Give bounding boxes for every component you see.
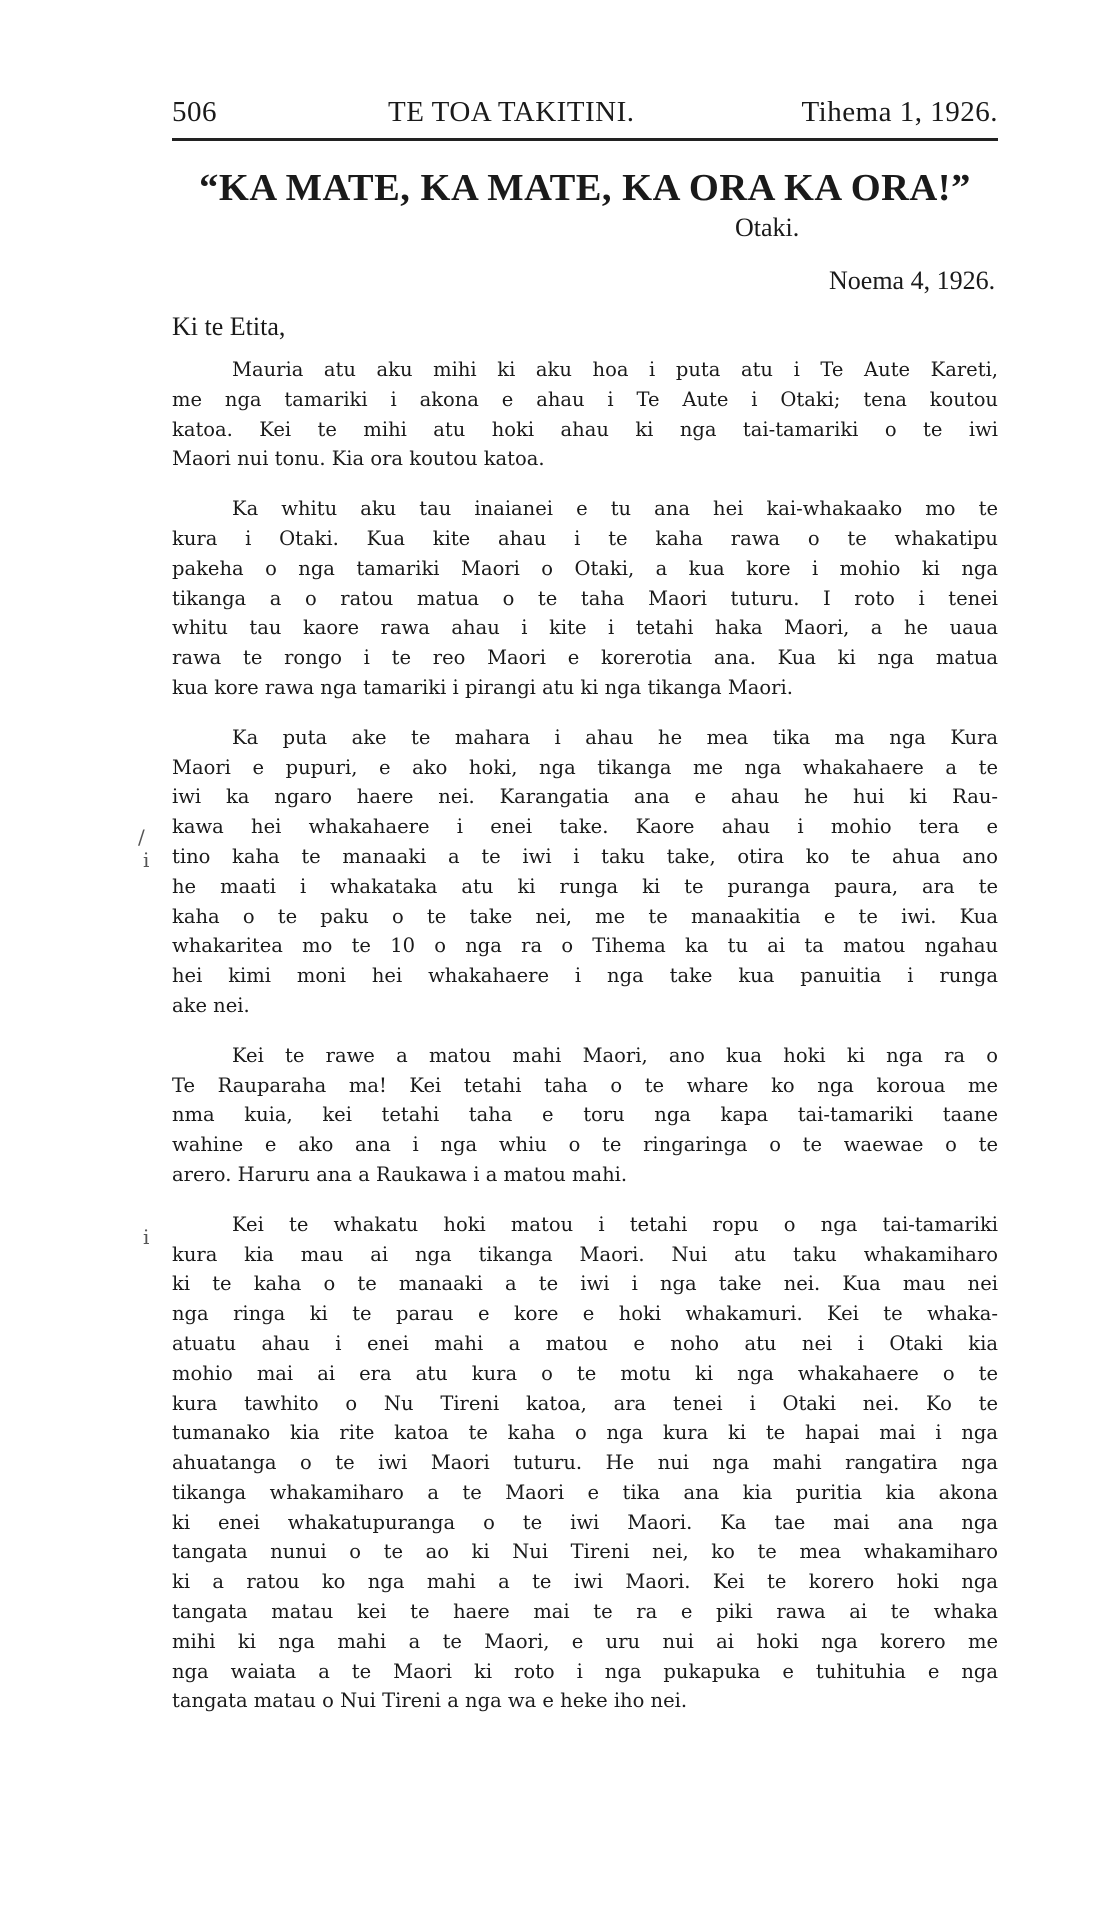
text-line: nga ringa ki te parau e kore e hoki whakamuri. Kei te whaka- — [172, 1302, 998, 1326]
text-line: kawa hei whakahaere i enei take. Kaore ahau i mohio tera e — [172, 815, 998, 839]
text-line: pakeha o nga tamariki Maori o Otaki, a kua kore i mohio ki nga — [172, 556, 998, 580]
text-line: Ka whitu aku tau inaianei e tu ana hei kai-whakaako mo te — [232, 497, 998, 521]
text-line: kura i Otaki. Kua kite ahau i te kaha rawa o te whakatipu — [172, 526, 998, 550]
margin-mark: i — [143, 848, 150, 872]
text-line: nma kuia, kei tetahi taha e toru nga kapa tai-tamariki taane — [172, 1103, 998, 1127]
margin-mark: / — [138, 825, 145, 849]
text-line: hei kimi moni hei whakahaere i nga take kua panuitia i runga — [172, 964, 998, 988]
text-line: Kei te rawe a matou mahi Maori, ano kua hoki ki nga ra o — [232, 1043, 998, 1067]
text-line: ki enei whakatupuranga o te iwi Maori. Ka tae mai ana nga — [172, 1510, 998, 1534]
letter-body — [172, 355, 998, 1736]
salutation: Ki te Etita, — [172, 312, 286, 341]
text-line: me nga tamariki i akona e ahau i Te Aute i Otaki; tena koutou — [172, 387, 998, 411]
text-line: kura tawhito o Nu Tireni katoa, ara tenei i Otaki nei. Ko te — [172, 1391, 998, 1415]
paragraph — [172, 723, 998, 1021]
text-line: Maori e pupuri, e ako hoki, nga tikanga me nga whakahaere a te — [172, 755, 998, 779]
text-line: kura kia mau ai nga tikanga Maori. Nui atu taku whakamiharo — [172, 1242, 998, 1266]
text-line: Maori nui tonu. Kia ora koutou katoa. — [172, 447, 545, 471]
text-line: katoa. Kei te mihi atu hoki ahau ki nga tai-tamariki o te iwi — [172, 417, 998, 441]
text-line: arero. Haruru ana a Raukawa i a matou mahi. — [172, 1162, 628, 1186]
letter-place: Otaki. — [735, 213, 800, 242]
text-line: tikanga whakamiharo a te Maori e tika ana kia puritia kia akona — [172, 1480, 998, 1504]
text-line: atuatu ahau i enei mahi a matou e noho atu nei i Otaki kia — [172, 1331, 998, 1355]
header-rule — [172, 138, 998, 141]
text-line: tangata nunui o te ao ki Nui Tireni nei, ko te mea whakamiharo — [172, 1540, 998, 1564]
paragraph — [172, 494, 998, 703]
paragraph — [172, 1041, 998, 1190]
text-line: kua kore rawa nga tamariki i pirangi atu ki nga tikanga Maori. — [172, 675, 793, 699]
text-line: ki te kaha o te manaaki a te iwi i nga take nei. Kua mau nei — [172, 1272, 998, 1296]
text-line: tikanga a o ratou matua o te taha Maori tuturu. I roto i tenei — [172, 586, 998, 610]
text-line: tangata matau kei te haere mai te ra e piki rawa ai te whaka — [172, 1600, 998, 1624]
page-number: 506 — [172, 96, 217, 128]
paragraph — [172, 1210, 998, 1717]
text-line: Kei te whakatu hoki matou i tetahi ropu o nga tai-tamariki — [232, 1212, 998, 1236]
text-line: mihi ki nga mahi a te Maori, e uru nui ai hoki nga korero me — [172, 1629, 998, 1653]
paragraph — [172, 355, 998, 474]
issue-date: Tihema 1, 1926. — [801, 96, 998, 128]
text-line: ahuatanga o te iwi Maori tuturu. He nui nga mahi rangatira nga — [172, 1451, 998, 1475]
text-line: iwi ka ngaro haere nei. Karangatia ana e ahau he hui ki Rau- — [172, 785, 998, 809]
text-line: he maati i whakataka atu ki runga ki te puranga paura, ara te — [172, 874, 998, 898]
text-line: tino kaha te manaaki a te iwi i taku take, otira ko te ahua ano — [172, 844, 998, 868]
letter-date: Noema 4, 1926. — [829, 266, 996, 295]
text-line: whitu tau kaore rawa ahau i kite i tetahi haka Maori, a he uaua — [172, 616, 998, 640]
text-line: tumanako kia rite katoa te kaha o nga kura ki te hapai mai i nga — [172, 1421, 998, 1445]
text-line: Mauria atu aku mihi ki aku hoa i puta atu i Te Aute Kareti, — [232, 358, 998, 381]
text-line: Te Rauparaha ma! Kei tetahi taha o te whare ko nga koroua me — [172, 1073, 998, 1097]
text-line: nga waiata a te Maori ki roto i nga pukapuka e tuhituhia e nga — [172, 1659, 998, 1683]
text-line: tangata matau o Nui Tireni a nga wa e heke iho nei. — [172, 1689, 688, 1713]
margin-mark: i — [143, 1225, 150, 1249]
text-line: ake nei. — [172, 993, 250, 1017]
text-line: Ka puta ake te mahara i ahau he mea tika ma nga Kura — [232, 725, 998, 749]
text-line: mohio mai ai era atu kura o te motu ki nga whakahaere o te — [172, 1361, 998, 1385]
article-title: “KA MATE, KA MATE, KA ORA KA ORA!” — [199, 167, 971, 209]
text-line: kaha o te paku o te take nei, me te manaakitia e te iwi. Kua — [172, 904, 998, 928]
text-line: ki a ratou ko nga mahi a te iwi Maori. Kei te korero hoki nga — [172, 1570, 998, 1594]
text-line: rawa te rongo i te reo Maori e korerotia ana. Kua ki nga matua — [172, 646, 998, 670]
magazine-title: TE TOA TAKITINI. — [388, 96, 635, 128]
running-header — [172, 96, 998, 140]
text-line: wahine e ako ana i nga whiu o te ringaringa o te waewae o te — [172, 1133, 998, 1157]
text-line: whakaritea mo te 10 o nga ra o Tihema ka tu ai ta matou ngahau — [172, 934, 998, 958]
